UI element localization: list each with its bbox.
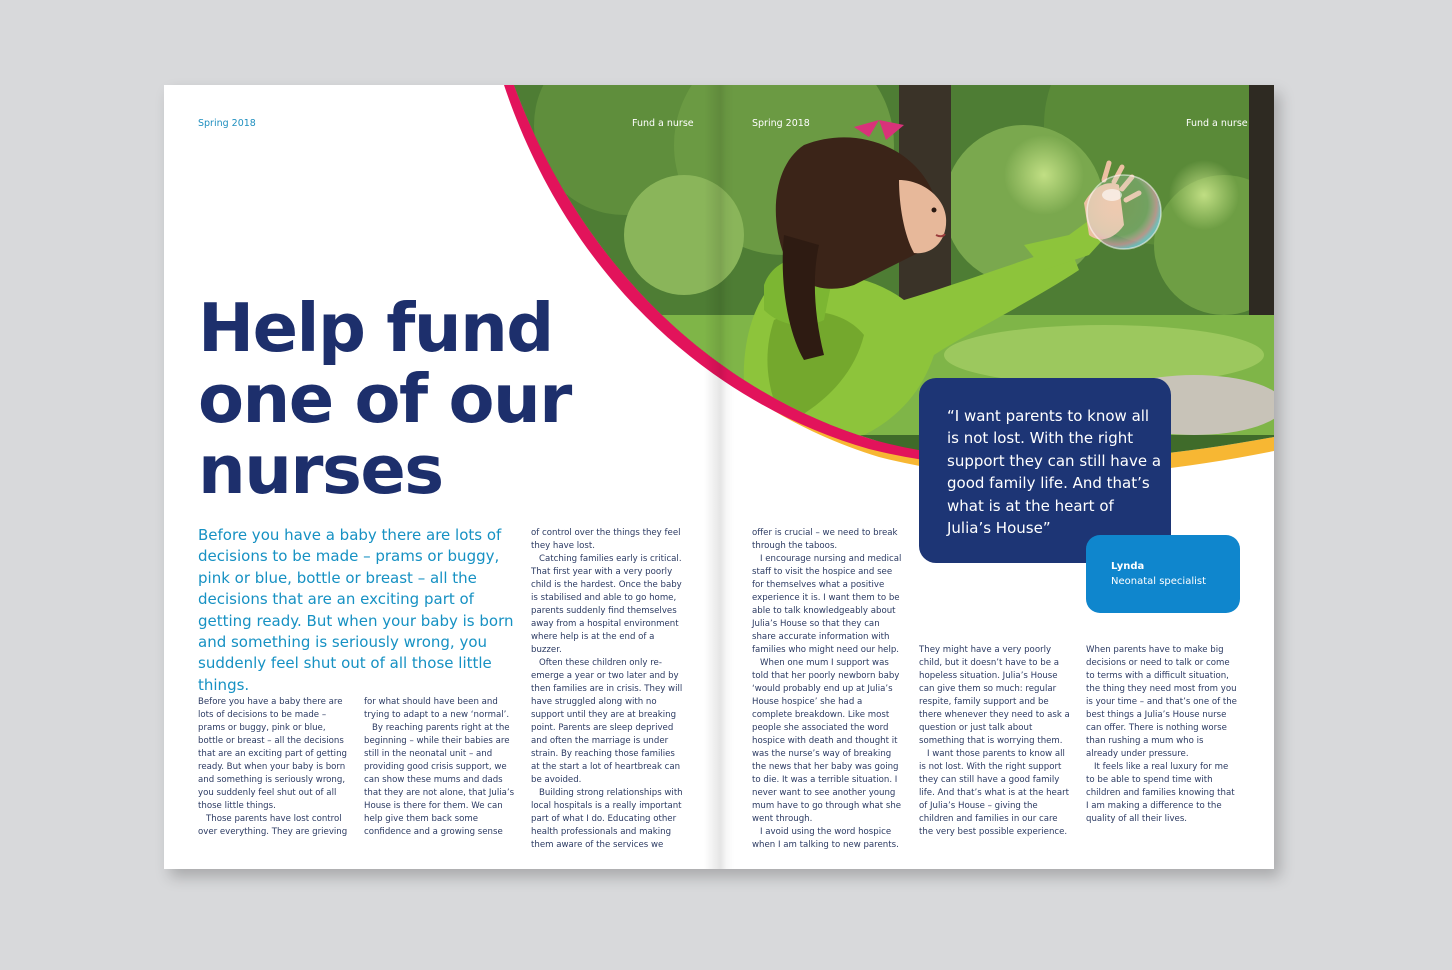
quote-credit-box [1086, 535, 1240, 613]
right-running-head: Spring 2018 [752, 118, 810, 129]
left-body-column-1 [198, 696, 350, 839]
left-body-column-2 [364, 696, 516, 839]
paragraph: Often these children only re-emerge a year or two later and by then families are in crisis. They will have struggled along with no support until they are at breaking point. Parents are sleep deprived and often the marriage is under strain. By reaching those families at the start a lot of heartbreak can be avoided. [531, 658, 683, 785]
paragraph: I encourage nursing and medical staff to visit the hospice and see for themselves what a positive experience it is. I want them to be able to talk knowledgeably about Julia’s House so that they can share accurate information with families who might need our help. [752, 554, 902, 655]
right-running-section: Fund a nurse [1186, 118, 1248, 129]
paragraph: I avoid using the word hospice when I am talking to new parents. [752, 827, 899, 850]
paragraph: They might have a very poorly child, but it doesn’t have to be a hopeless situation. Julia’s House can give them so much: regular respite, family support and be there whenever they need to ask a question or just talk about something that is worrying them. [919, 645, 1070, 746]
intro-paragraph: Before you have a baby there are lots of decisions to be made – prams or buggy, pink or blue, bottle or breast – all the decisions that are an exciting part of getting ready. But when your baby is born and something is seriously wrong, you suddenly feel shut out of all those little things. [198, 526, 514, 694]
paragraph: Catching families early is critical. That first year with a very poorly child is the hardest. Once the baby is stabilised and able to go home, parents suddenly find themselves away from a hospital environment where help is at the end of a buzzer. [531, 554, 682, 655]
paragraph: Building strong relationships with local hospitals is a really important part of what I do. Educating other health professionals and making them aware of the services we [531, 788, 683, 850]
magazine-spread [164, 85, 1274, 869]
left-running-head: Spring 2018 [198, 118, 256, 129]
paragraph: I want those parents to know all is not lost. With the right support they can still have a good family life. And that’s what is at the heart of Julia’s House – giving the children and families in our care the very best possible experience. [919, 749, 1070, 837]
right-body-column-1 [752, 527, 904, 852]
quote-credit-role: Neonatal specialist [1111, 576, 1207, 587]
quote-credit-name: Lynda [1111, 561, 1145, 572]
pull-quote-text: “I want parents to know all is not lost. With the right support they can still have a good family life. And that’s what is at the heart of Julia’s House” [947, 407, 1162, 538]
left-running-section: Fund a nurse [632, 118, 694, 129]
right-body-column-3 [1086, 644, 1238, 826]
paragraph: When parents have to make big decisions or need to talk or come to terms with a difficult situation, the thing they need most from you is your time – and that’s one of the best things a Julia’s House nurse can offer. There is nothing worse than rushing a mum who is already under pressure. [1086, 645, 1237, 759]
paragraph: of control over the things they feel they have lost. [531, 528, 681, 551]
page-title [198, 289, 618, 509]
paragraph: offer is crucial – we need to break through the taboos. [752, 528, 898, 551]
right-body-column-2 [919, 644, 1071, 839]
paragraph: When one mum I support was told that her poorly newborn baby ‘would probably end up at Julia’s House hospice’ she had a complete breakdown. Like most people she associated the word hospice with death and thought it was the nurse’s way of breaking the news that her baby was going to die. It was a terrible situation. I never want to see another young mum have to go through what she went through. [752, 658, 902, 824]
title-line-3: nurses [198, 431, 443, 509]
paragraph: By reaching parents right at the beginning – while their babies are still in the neonatal unit – and providing good crisis support, we can show these mums and dads that they are not alone, that Julia’s House is there for them. We can help give them back some confidence and a growing sense [364, 723, 515, 837]
paragraph: Before you have a baby there are lots of decisions to be made – prams or buggy, pink or blue, bottle or breast – all the decisions that are an exciting part of getting ready. But when your baby is born and something is seriously wrong, you suddenly feel shut out of all those little things. [198, 697, 347, 811]
title-line-1: Help fund [198, 289, 553, 367]
paragraph: for what should have been and trying to adapt to a new ‘normal’. [364, 697, 510, 720]
left-body-column-3 [531, 527, 683, 852]
paragraph: It feels like a real luxury for me to be able to spend time with children and families knowing that I am making a difference to the quality of all their lives. [1086, 762, 1235, 824]
paragraph: Those parents have lost control over everything. They are grieving [198, 814, 348, 837]
title-line-2: one of our [198, 360, 571, 438]
